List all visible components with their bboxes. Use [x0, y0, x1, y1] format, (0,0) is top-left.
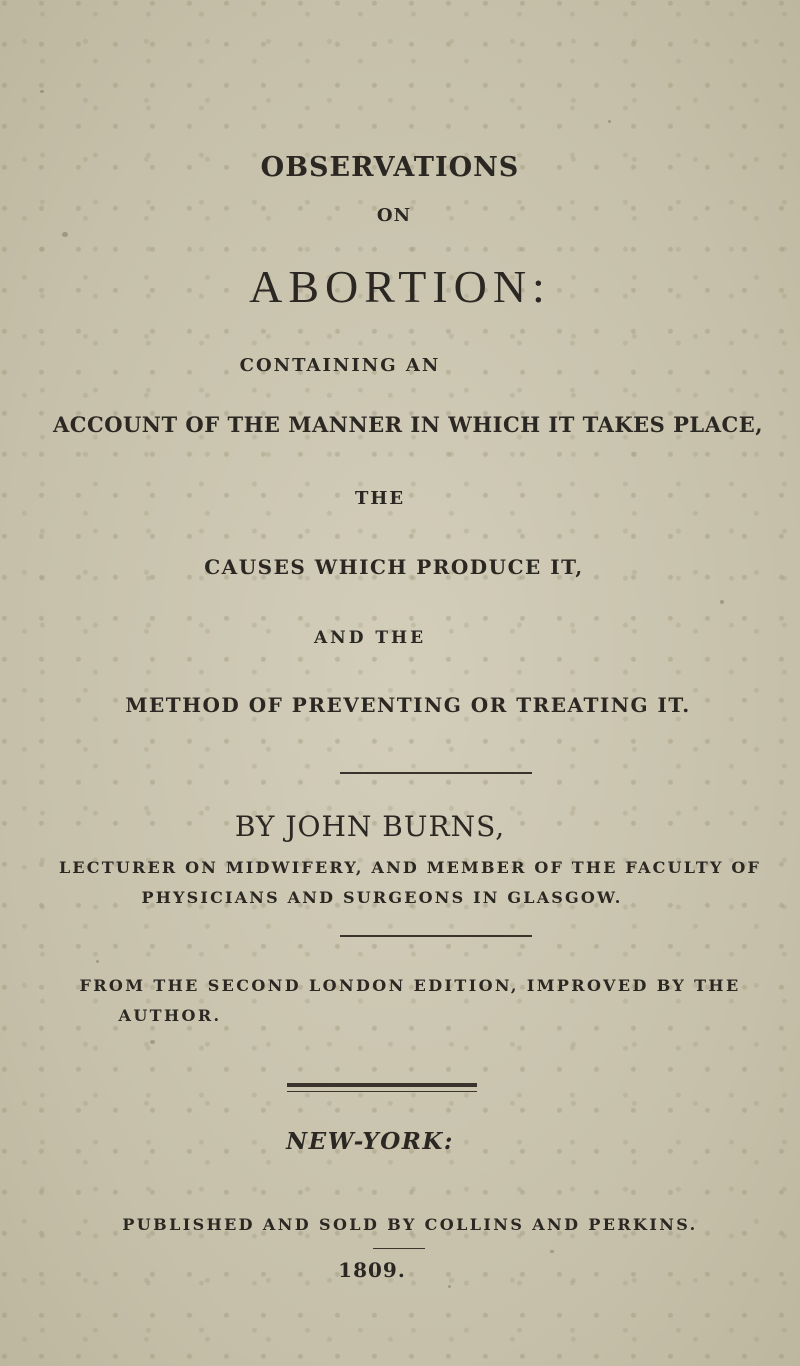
subtitle-method: METHOD OF PREVENTING OR TREATING IT. [125, 693, 691, 717]
paper-speck [550, 1250, 554, 1253]
title-heading: OBSERVATIONS [260, 152, 520, 183]
title-on: ON [376, 205, 412, 226]
imprint-place: NEW-YORK: [286, 1128, 454, 1155]
author-credentials-line-1: LECTURER ON MIDWIFERY, AND MEMBER OF THE FACULTY OF [58, 858, 762, 877]
imprint-publisher: PUBLISHED AND SOLD BY COLLINS AND PERKINS. [122, 1215, 698, 1234]
divider-rule [340, 935, 532, 937]
double-rule-top [287, 1083, 477, 1087]
subtitle-causes: CAUSES WHICH PRODUCE IT, [204, 555, 584, 579]
paper-speck [150, 1040, 155, 1044]
divider-rule [340, 772, 532, 774]
edition-line-1: FROM THE SECOND LONDON EDITION, IMPROVED BY THE [79, 976, 741, 995]
paper-speck [62, 232, 68, 237]
imprint-year: 1809. [338, 1258, 406, 1282]
paper-speck [608, 120, 611, 123]
subtitle-the: THE [354, 488, 406, 509]
subtitle-account: ACCOUNT OF THE MANNER IN WHICH IT TAKES PLACE, [52, 412, 764, 437]
subtitle-and-the: AND THE [313, 628, 427, 648]
paper-speck [448, 1285, 451, 1288]
title-subject: ABORTION: [249, 261, 551, 312]
short-rule [373, 1248, 425, 1249]
author-name: BY JOHN BURNS, [234, 810, 506, 843]
subtitle-containing: CONTAINING AN [239, 355, 441, 376]
author-credentials-line-2: PHYSICIANS AND SURGEONS IN GLASGOW. [141, 888, 623, 907]
paper-speck [40, 90, 44, 93]
paper-speck [720, 600, 724, 604]
edition-line-2: AUTHOR. [118, 1006, 222, 1025]
double-rule-bottom [287, 1091, 477, 1092]
paper-speck [96, 960, 99, 963]
